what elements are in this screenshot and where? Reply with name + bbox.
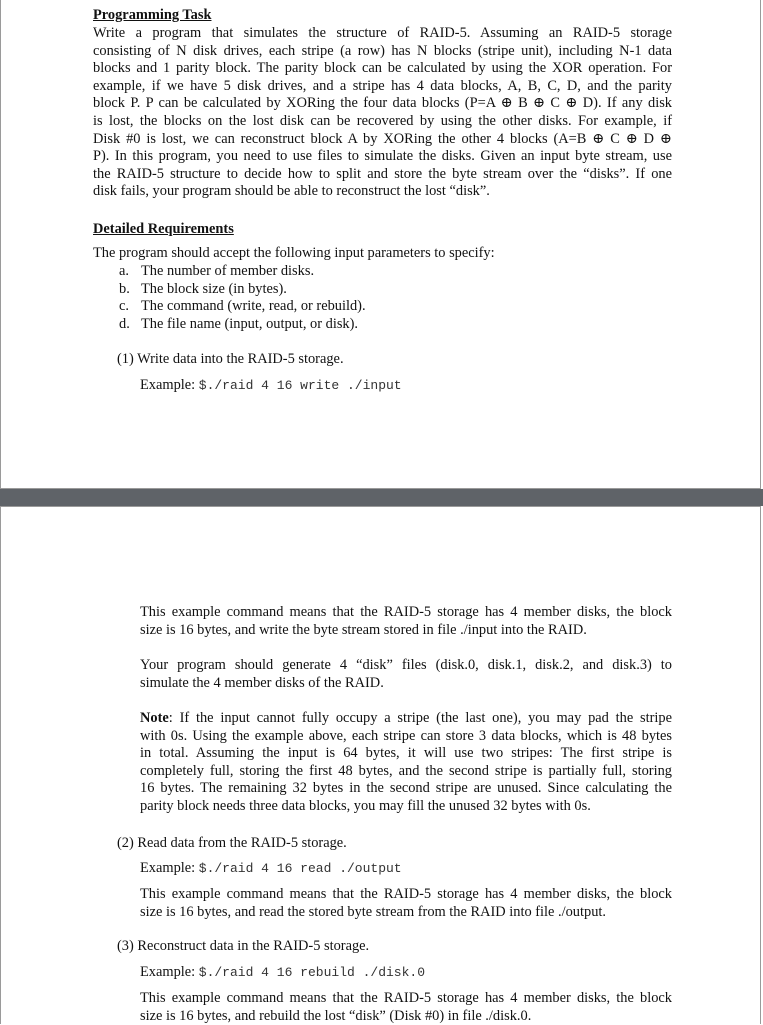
paragraph-line: size is 16 bytes, and rebuild the lost “disk” (Disk #0) in file ./disk.0. <box>140 1007 532 1024</box>
list-item <box>119 263 366 281</box>
list-item <box>119 316 366 334</box>
note-label: Note <box>140 710 169 726</box>
paragraph-line: This example command means that the RAID-5 storage has 4 member disks, the block <box>140 886 672 902</box>
paragraph-line: with 0s. Using the example above, each stripe can store 3 data blocks, which is 48 bytes <box>140 727 672 744</box>
detailed-requirements-heading: Detailed Requirements <box>93 221 234 237</box>
list-marker: a. <box>119 263 129 279</box>
write-description <box>140 604 672 639</box>
paragraph-line: is lost, the blocks on the lost disk can be recovered by using the other disks. For example, if <box>93 112 672 129</box>
requirements-intro: The program should accept the following input parameters to specify: <box>93 245 495 261</box>
paragraph-line: Write a program that simulates the structure of RAID-5. Assuming an RAID-5 storage <box>93 25 672 41</box>
parameter-list <box>119 263 366 333</box>
paragraph-line: example, if we have 5 disk drives, and a stripe has 4 data blocks, A, B, C, D, and the parity <box>93 77 672 94</box>
paragraph-line: Your program should generate 4 “disk” files (disk.0, disk.1, disk.2, and disk.3) to <box>140 657 672 673</box>
document-page-2 <box>0 506 761 1024</box>
paragraph-line: This example command means that the RAID-5 storage has 4 member disks, the block <box>140 604 672 620</box>
paragraph-line: blocks and 1 parity block. The parity block can be calculated by using the XOR operation. For <box>93 60 672 77</box>
paragraph-line: disk fails, your program should be able to reconstruct the lost “disk”. <box>93 183 490 200</box>
example-label: Example: <box>140 964 196 980</box>
paragraph-line <box>140 710 672 728</box>
read-description <box>140 886 672 921</box>
list-item <box>119 281 366 299</box>
paragraph-line: size is 16 bytes, and read the stored byte stream from the RAID into file ./output. <box>140 903 606 920</box>
read-example <box>140 860 402 878</box>
list-marker: c. <box>119 298 129 315</box>
list-item-text: The file name (input, output, or disk). <box>141 315 359 332</box>
rebuild-example <box>140 964 425 982</box>
example-label: Example: <box>140 377 196 393</box>
example-label: Example: <box>140 860 196 876</box>
paragraph-line: parity block needs three data blocks, you may fill the unused 32 bytes with 0s. <box>140 797 591 814</box>
list-item-text: The command (write, read, or rebuild). <box>141 298 366 315</box>
paragraph-line: This example command means that the RAID-5 storage has 4 member disks, the block <box>140 990 672 1006</box>
paragraph-line: the RAID-5 structure to decide how to split and store the byte stream over the “disks”. If one <box>93 165 672 182</box>
read-example-command: $./raid 4 16 read ./output <box>198 861 402 876</box>
document-page-1 <box>0 0 761 489</box>
list-marker: d. <box>119 315 130 332</box>
list-item-text: The block size (in bytes). <box>141 280 287 297</box>
page-gap <box>0 489 763 506</box>
paragraph-line: simulate the 4 member disks of the RAID. <box>140 674 384 691</box>
rebuild-section-title: (3) Reconstruct data in the RAID-5 storage. <box>117 938 370 954</box>
paragraph-line: consisting of N disk drives, each stripe (a row) has N blocks (stripe unit), including N-1 data <box>93 42 672 59</box>
paragraph-line: completely full, storing the first 48 bytes, and the second stripe is partially full, storing <box>140 762 672 779</box>
paragraph-line: block P. P can be calculated by XORing the four data blocks (P=A ⊕ B ⊕ C ⊕ D). If any disk <box>93 95 672 112</box>
paragraph-line: P). In this program, you need to use files to simulate the disks. Given an input byte stream, use <box>93 148 672 165</box>
write-example <box>140 377 402 395</box>
read-section-title: (2) Read data from the RAID-5 storage. <box>117 835 347 851</box>
note-text: : If the input cannot fully occupy a stripe (the last one), you may pad the stripe <box>168 710 672 726</box>
paragraph-line: 16 bytes. The remaining 32 bytes in the second stripe are unused. Since calculating the <box>140 780 672 797</box>
list-item <box>119 298 366 316</box>
list-marker: b. <box>119 280 130 297</box>
programming-task-heading: Programming Task <box>93 7 212 23</box>
rebuild-example-command: $./raid 4 16 rebuild ./disk.0 <box>198 965 426 980</box>
generate-description <box>140 657 672 692</box>
paragraph-line: in total. Assuming the input is 64 bytes, it will use two stripes: The first stripe is <box>140 745 672 762</box>
list-item-text: The number of member disks. <box>141 263 315 279</box>
rebuild-description <box>140 990 672 1025</box>
paragraph-line: Disk #0 is lost, we can reconstruct block A by XORing the other 4 blocks (A=B ⊕ C ⊕ D ⊕ <box>93 130 672 147</box>
write-example-command: $./raid 4 16 write ./input <box>198 378 402 393</box>
paragraph-line: size is 16 bytes, and write the byte stream stored in file ./input into the RAID. <box>140 621 587 638</box>
note-paragraph <box>140 710 672 816</box>
write-section-title: (1) Write data into the RAID-5 storage. <box>117 351 344 367</box>
programming-task-paragraph <box>93 25 672 201</box>
